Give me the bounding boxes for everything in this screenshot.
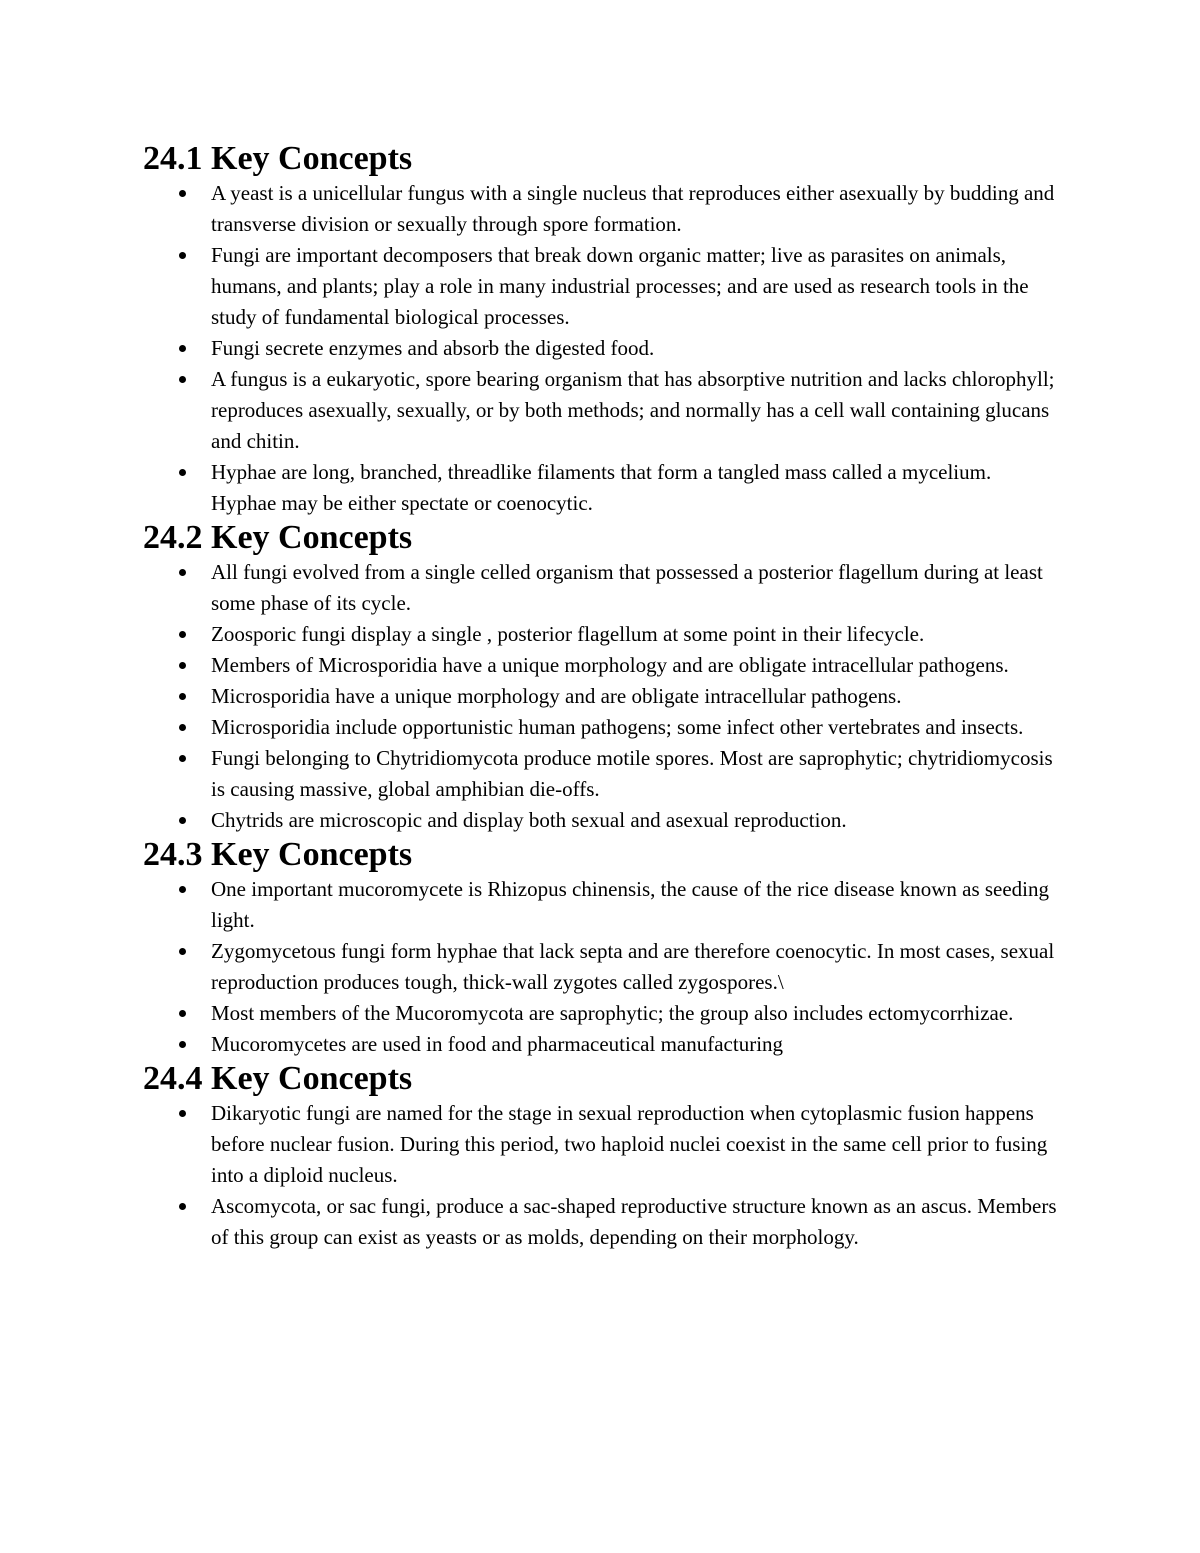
list-item: [143, 1191, 1060, 1253]
bullet-icon: [179, 724, 186, 731]
section-24-1: [143, 140, 1060, 519]
list-item: [143, 240, 1060, 333]
bullet-icon: [179, 1041, 186, 1048]
list-item-text: Mucoromycetes are used in food and pharmaceutical manufacturing: [211, 1032, 784, 1056]
bullet-icon: [179, 469, 186, 476]
section-24-4: [143, 1060, 1060, 1253]
bullet-icon: [179, 1110, 186, 1117]
list-item: [143, 681, 1060, 712]
list-item-text: Microsporidia have a unique morphology and are obligate intracellular pathogens.: [211, 684, 902, 708]
list-item-text: A yeast is a unicellular fungus with a single nucleus that reproduces either asexually by budding and transverse division or sexually through spore formation.: [211, 181, 1055, 236]
bullet-icon: [179, 569, 186, 576]
list-item-text: A fungus is a eukaryotic, spore bearing organism that has absorptive nutrition and lacks chlorophyll; reproduces asexually, sexually, or by both methods; and normally has a cell wall containing glucans and chitin.: [211, 367, 1055, 453]
bullet-icon: [179, 755, 186, 762]
bullet-icon: [179, 886, 186, 893]
list-item-text: All fungi evolved from a single celled organism that possessed a posterior flagellum during at least some phase of its cycle.: [211, 560, 1043, 615]
list-item: [143, 333, 1060, 364]
list-item-text: Fungi belonging to Chytridiomycota produce motile spores. Most are saprophytic; chytridiomycosis is causing massive, global amphibian die-offs.: [211, 746, 1053, 801]
bullet-icon: [179, 345, 186, 352]
list-item-text: Fungi secrete enzymes and absorb the digested food.: [211, 336, 655, 360]
bullet-icon: [179, 817, 186, 824]
bullet-icon: [179, 190, 186, 197]
list-item-text: Microsporidia include opportunistic human pathogens; some infect other vertebrates and insects.: [211, 715, 1024, 739]
section-heading: 24.1 Key Concepts: [143, 140, 413, 177]
list-item-text: Hyphae are long, branched, threadlike filaments that form a tangled mass called a mycelium. Hyphae may be either spectate or coenocytic.: [211, 460, 992, 515]
list-item: [143, 178, 1060, 240]
list-item-text: Members of Microsporidia have a unique morphology and are obligate intracellular pathogens.: [211, 653, 1009, 677]
list-item: [143, 650, 1060, 681]
list-item-text: Ascomycota, or sac fungi, produce a sac-shaped reproductive structure known as an ascus. Members of this group can exist as yeasts or as molds, depending on their morphology.: [211, 1194, 1057, 1249]
list-item: [143, 1098, 1060, 1191]
section-heading: 24.4 Key Concepts: [143, 1060, 413, 1097]
list-item: [143, 998, 1060, 1029]
bullet-icon: [179, 693, 186, 700]
list-item: [143, 557, 1060, 619]
list-item: [143, 712, 1060, 743]
bullet-icon: [179, 631, 186, 638]
list-item: [143, 1029, 1060, 1060]
list-item-text: Zoosporic fungi display a single , posterior flagellum at some point in their lifecycle.: [211, 622, 925, 646]
list-item: [143, 874, 1060, 936]
bullet-icon: [179, 252, 186, 259]
list-item: [143, 364, 1060, 457]
list-item-text: Most members of the Mucoromycota are saprophytic; the group also includes ectomycorrhizae.: [211, 1001, 1014, 1025]
bullet-icon: [179, 948, 186, 955]
section-heading: 24.2 Key Concepts: [143, 519, 413, 556]
bullet-list: [143, 874, 1060, 1060]
section-heading: 24.3 Key Concepts: [143, 836, 413, 873]
list-item: [143, 805, 1060, 836]
bullet-icon: [179, 1010, 186, 1017]
list-item: [143, 743, 1060, 805]
bullet-list: [143, 1098, 1060, 1253]
bullet-icon: [179, 376, 186, 383]
bullet-icon: [179, 662, 186, 669]
list-item-text: Zygomycetous fungi form hyphae that lack septa and are therefore coenocytic. In most cases, sexual reproduction produces tough, thick-wall zygotes called zygospores.\: [211, 939, 1055, 994]
list-item-text: Chytrids are microscopic and display both sexual and asexual reproduction.: [211, 808, 847, 832]
bullet-list: [143, 178, 1060, 519]
list-item: [143, 457, 1060, 519]
list-item-text: Dikaryotic fungi are named for the stage in sexual reproduction when cytoplasmic fusion happens before nuclear fusion. During this period, two haploid nuclei coexist in the same cell prior to fusing into a diploid nucleus.: [211, 1101, 1048, 1187]
list-item-text: Fungi are important decomposers that break down organic matter; live as parasites on animals, humans, and plants; play a role in many industrial processes; and are used as research tools in the study of fundamental biological processes.: [211, 243, 1029, 329]
bullet-icon: [179, 1203, 186, 1210]
list-item: [143, 619, 1060, 650]
list-item-text: One important mucoromycete is Rhizopus chinensis, the cause of the rice disease known as seeding light.: [211, 877, 1050, 932]
section-24-2: [143, 519, 1060, 836]
list-item: [143, 936, 1060, 998]
section-24-3: [143, 836, 1060, 1060]
bullet-list: [143, 557, 1060, 836]
